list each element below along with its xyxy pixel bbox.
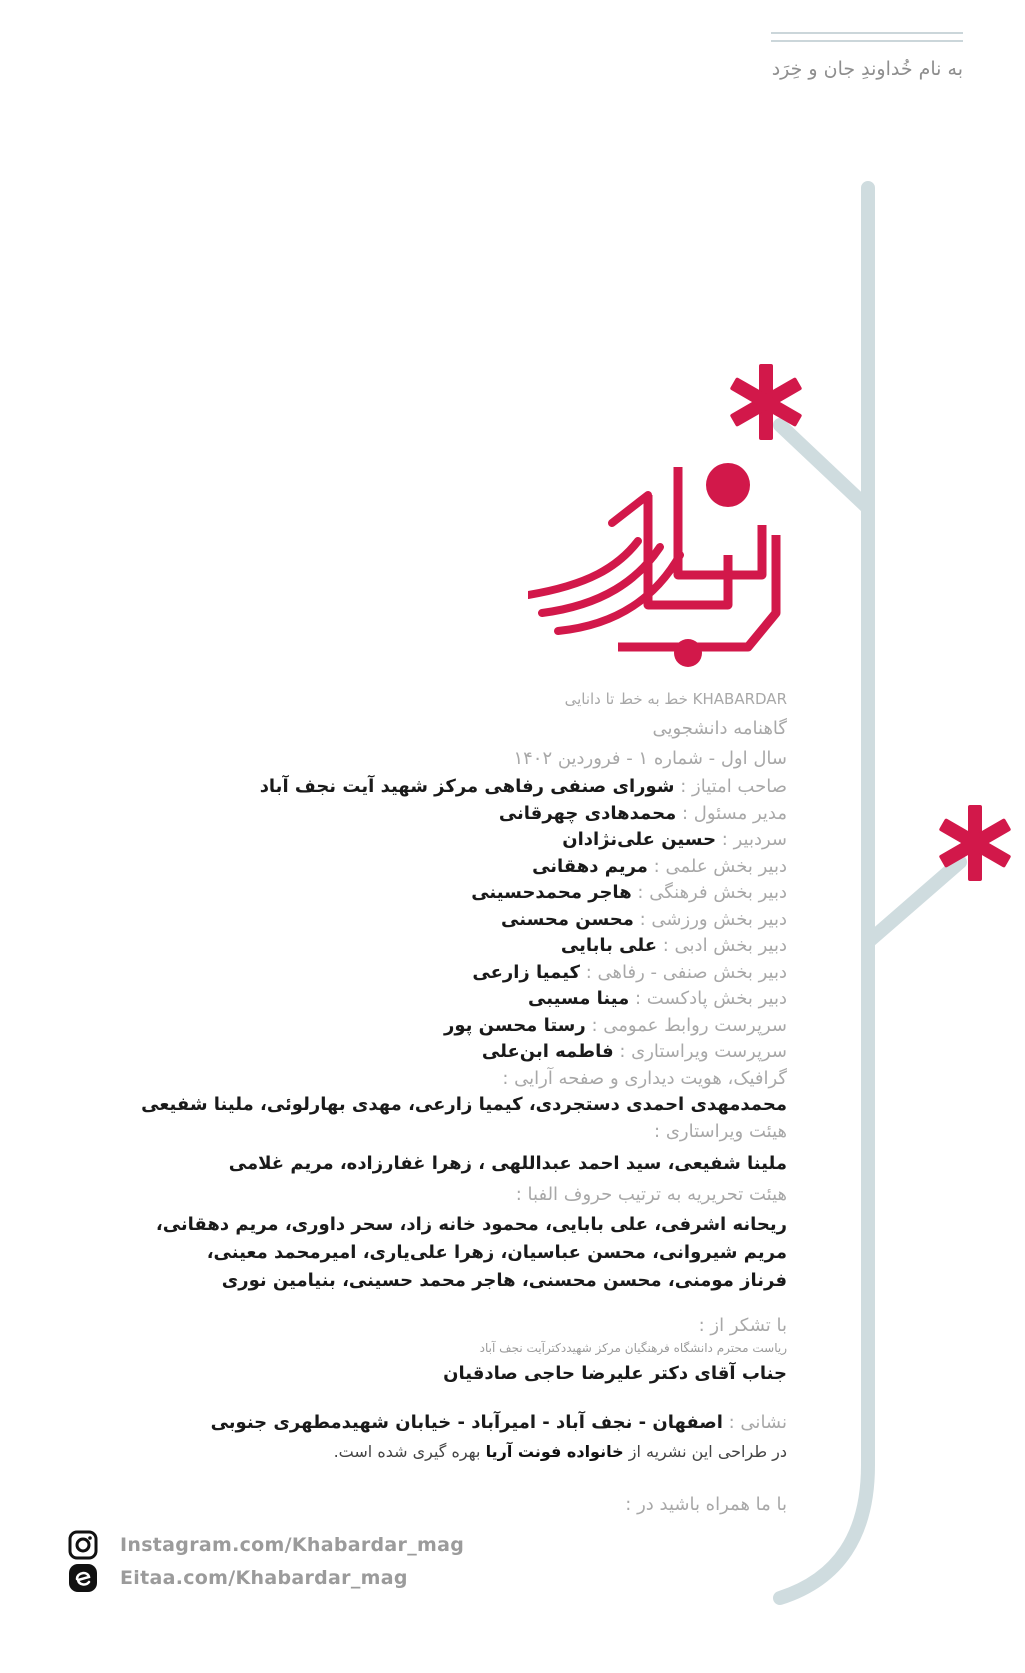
- credit-row: مدیر مسئول : محمدهادی چهرقانی: [498, 802, 787, 824]
- credit-label: سردبیر: [733, 829, 787, 850]
- khabardar-logo: [528, 455, 788, 670]
- credit-value: کیمیا زارعی: [472, 961, 581, 983]
- font-note: [147, 1438, 787, 1466]
- credit-value: رستا محسن پور: [444, 1014, 586, 1036]
- address-label: نشانی :: [728, 1411, 787, 1433]
- credit-row: دبیر بخش ادبی : علی بابایی: [560, 935, 787, 956]
- font-note-bold: خانواده فونت آریا: [485, 1441, 624, 1461]
- credit-row: دبیر بخش صنفی - رفاهی : کیمیا زارعی: [472, 961, 787, 983]
- credit-row: سرپرست روابط عمومی : رستا محسن پور: [444, 1014, 787, 1036]
- credit-value: محمدهادی چهرقانی: [498, 802, 677, 824]
- thanks-label: با تشکر از :: [698, 1314, 787, 1336]
- eitaa-icon: [68, 1563, 98, 1593]
- credit-row: صاحب امتیاز : شورای صنفی رفاهی مرکز شهید آیت نجف آباد: [259, 776, 787, 797]
- brand-tagline: KHABARDAR خط به خط تا دانایی: [564, 690, 787, 708]
- header-rule-top: [771, 32, 963, 34]
- credit-label: دبیر بخش پادکست: [646, 988, 787, 1009]
- editorial-line: ریحانه اشرفی، علی بابایی، محمود خانه زاد، سحر داوری، مریم دهقانی،: [155, 1213, 787, 1235]
- credit-value: هاجر محمدحسینی: [471, 882, 632, 903]
- editorial-board-label: هیئت تحریریه به ترتیب حروف الفبا :: [515, 1183, 787, 1205]
- credits-list: [147, 774, 787, 1066]
- credit-value: علی بابایی: [560, 935, 658, 956]
- graphics-names: محمدمهدی احمدی دستجردی، کیمیا زارعی، مهدی بهارلوئی، ملینا شفیعی: [141, 1093, 787, 1115]
- instagram-icon: [68, 1530, 98, 1560]
- thanks-name: جناب آقای دکتر علیرضا حاجی صادقیان: [443, 1362, 787, 1384]
- graphics-label: گرافیک، هویت دیداری و صفحه آرایی :: [502, 1067, 787, 1089]
- issue-info: سال اول - شماره ۱ - فروردین ۱۴۰۲: [513, 748, 787, 769]
- editorial-line: مریم شیروانی، محسن عباسیان، زهرا علی‌یاری، امیرمحمد معینی،: [206, 1241, 787, 1263]
- vertical-stem: [780, 188, 868, 1598]
- credit-row: دبیر بخش ورزشی : محسن محسنی: [501, 908, 787, 930]
- editing-board-names: ملینا شفیعی، سید احمد عبداللهی ، زهرا غفارزاده، مریم غلامی: [228, 1152, 787, 1174]
- credit-label: دبیر بخش ادبی: [674, 935, 787, 956]
- editorial-board-names: [147, 1211, 787, 1295]
- upper-branch: [780, 425, 868, 508]
- credit-row: دبیر بخش فرهنگی : هاجر محمدحسینی: [471, 882, 787, 903]
- credit-value: شورای صنفی رفاهی مرکز شهید آیت نجف آباد: [259, 776, 675, 797]
- font-note-after: بهره گیری شده است.: [333, 1441, 481, 1461]
- credit-label: دبیر بخش علمی: [665, 855, 787, 877]
- eitaa-link[interactable]: [68, 1563, 408, 1593]
- credit-value: حسین علی‌نژادان: [562, 829, 717, 850]
- publication-type: گاهنامه دانشجویی: [652, 718, 787, 739]
- bismillah-title: به نام خُداوندِ جان و خِرَد: [771, 58, 963, 80]
- credit-row: سردبیر : حسین علی‌نژادان: [562, 829, 787, 850]
- eitaa-url: Eitaa.com/Khabardar_mag: [120, 1567, 408, 1589]
- header-rule-bottom: [771, 40, 963, 42]
- credit-label: صاحب امتیاز: [692, 776, 787, 797]
- credit-value: مینا مسیبی: [528, 988, 630, 1009]
- instagram-url: Instagram.com/Khabardar_mag: [120, 1534, 465, 1556]
- editorial-line: فرناز مومنی، محسن محسنی، هاجر محمد حسینی، بنیامین نوری: [221, 1269, 787, 1291]
- masthead: [141, 690, 787, 1517]
- credit-row: دبیر بخش پادکست : مینا مسیبی: [528, 988, 787, 1009]
- font-note-before: در طراحی این نشریه از: [628, 1441, 787, 1461]
- thanks-role: ریاست محترم دانشگاه فرهنگیان مرکز شهیددکترآیت نجف آباد: [479, 1340, 787, 1355]
- asterisk-icon: [730, 364, 803, 440]
- credit-label: دبیر بخش ورزشی: [651, 908, 787, 930]
- social-label: با ما همراه باشید در :: [625, 1493, 787, 1515]
- address-value: اصفهان - نجف آباد - امیرآباد - خیابان شهیدمطهری جنوبی: [210, 1411, 723, 1433]
- credit-label: سرپرست ویراستاری: [631, 1041, 787, 1062]
- editing-board-label: هیئت ویراستاری :: [654, 1120, 787, 1142]
- lower-branch: [868, 862, 960, 942]
- credit-label: مدیر مسئول: [693, 802, 787, 824]
- credit-label: دبیر بخش فرهنگی: [649, 882, 787, 903]
- credit-value: محسن محسنی: [501, 908, 634, 930]
- credit-row: سرپرست ویراستاری : فاطمه ابن‌علی: [481, 1041, 787, 1062]
- credit-label: دبیر بخش صنفی - رفاهی: [597, 961, 787, 983]
- credit-value: فاطمه ابن‌علی: [481, 1041, 614, 1062]
- asterisk-icon: [939, 805, 1012, 881]
- credit-value: مریم دهقانی: [532, 855, 648, 877]
- credit-label: سرپرست روابط عمومی: [603, 1014, 787, 1036]
- credit-row: دبیر بخش علمی : مریم دهقانی: [532, 855, 787, 877]
- instagram-link[interactable]: [68, 1530, 464, 1560]
- address-row: [147, 1408, 787, 1438]
